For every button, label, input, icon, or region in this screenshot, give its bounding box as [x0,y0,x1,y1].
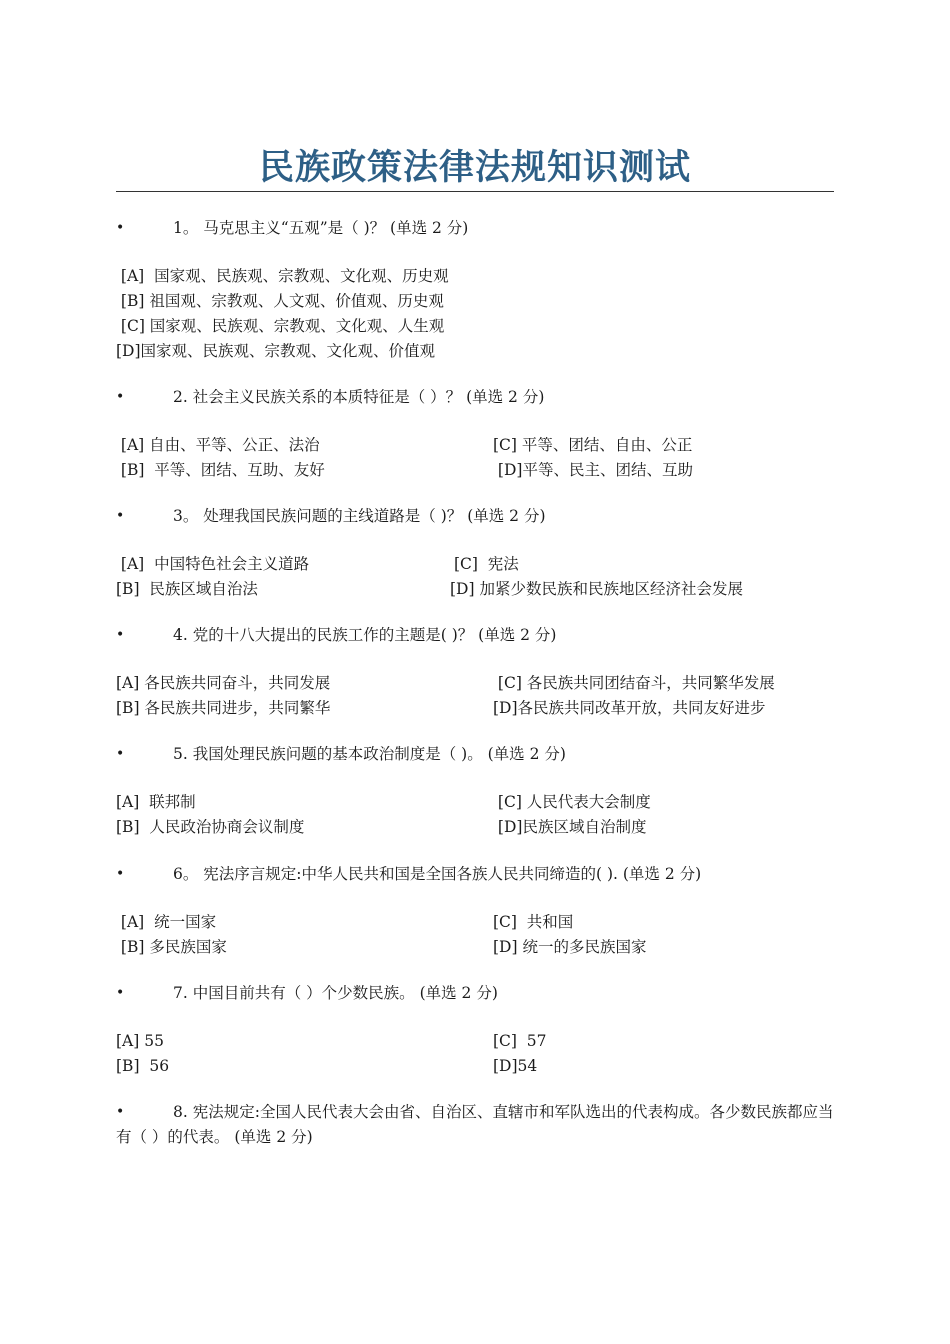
option-b: [B] 人民政治协商会议制度 [116,818,305,836]
question-text: 1。 马克思主义“五观”是（ )？ (单选 2 分) [173,219,469,237]
option-a: [A] 各民族共同奋斗，共同发展 [116,674,331,692]
question-text: 5. 我国处理民族问题的基本政治制度是（ )。 (单选 2 分) [173,745,566,763]
question-text: 7. 中国目前共有（ ）个少数民族。 (单选 2 分) [173,984,498,1002]
question-5 [116,742,834,840]
option-d: [D]民族区域自治制度 [493,818,647,836]
option-d: [D]各民族共同改革开放，共同友好进步 [493,699,766,717]
option-b: [B] 祖国观、宗教观、人文观、价值观、历史观 [116,292,444,310]
question-text: 8. 宪法规定:全国人民代表大会由省、自治区、直辖市和军队选出的代表构成。各少数民族都应当有（ ）的代表。 (单选 2 分) [116,1103,834,1146]
option-a: [A] 联邦制 [116,793,196,811]
bullet-icon: • [116,866,125,882]
option-d: [D]平等、民主、团结、互助 [493,461,693,479]
title-divider [116,191,834,192]
question-7 [116,981,834,1079]
option-c: [C] 人民代表大会制度 [493,793,651,811]
option-b: [B] 平等、团结、互助、友好 [116,461,325,479]
question-8 [116,1100,834,1150]
option-d: [D] 加紧少数民族和民族地区经济社会发展 [450,580,743,598]
bullet-icon: • [116,220,125,236]
option-d: [D]54 [493,1057,538,1075]
bullet-icon: • [116,508,125,524]
option-a: [A] 中国特色社会主义道路 [116,555,310,573]
question-text: 2. 社会主义民族关系的本质特征是（ ）？ (单选 2 分) [173,388,545,406]
bullet-icon: • [116,389,125,405]
option-b: [B] 56 [116,1057,170,1075]
question-text: 4. 党的十八大提出的民族工作的主题是( )？ (单选 2 分) [173,626,557,644]
option-b: [B] 各民族共同进步，共同繁华 [116,699,331,717]
option-a: [A] 55 [116,1032,164,1050]
option-a: [A] 自由、平等、公正、法治 [116,436,320,454]
option-c: [C] 共和国 [493,913,574,931]
option-d: [D] 统一的多民族国家 [493,938,647,956]
option-c: [C] 57 [493,1032,547,1050]
question-6 [116,862,834,960]
option-c: [C] 平等、团结、自由、公正 [493,436,693,454]
option-a: [A] 国家观、民族观、宗教观、文化观、历史观 [116,267,449,285]
option-b: [B] 民族区域自治法 [116,580,258,598]
question-text: 3。 处理我国民族问题的主线道路是（ )？ (单选 2 分) [173,507,546,525]
option-d: [D]国家观、民族观、宗教观、文化观、价值观 [116,342,436,360]
option-a: [A] 统一国家 [116,913,217,931]
question-3 [116,504,834,602]
question-2 [116,385,834,483]
bullet-icon: • [116,985,125,1001]
option-c: [C] 各民族共同团结奋斗，共同繁华发展 [493,674,775,692]
bullet-icon: • [116,627,125,643]
option-b: [B] 多民族国家 [116,938,227,956]
option-c: [C] 国家观、民族观、宗教观、文化观、人生观 [116,317,445,335]
document-title: 民族政策法律法规知识测试 [258,147,691,188]
bullet-icon: • [116,1104,125,1120]
bullet-icon: • [116,746,125,762]
question-4 [116,623,834,721]
question-1 [116,216,834,364]
option-c: [C] 宪法 [454,555,519,573]
question-text: 6。 宪法序言规定:中华人民共和国是全国各族人民共同缔造的( ). (单选 2 分) [173,865,702,883]
